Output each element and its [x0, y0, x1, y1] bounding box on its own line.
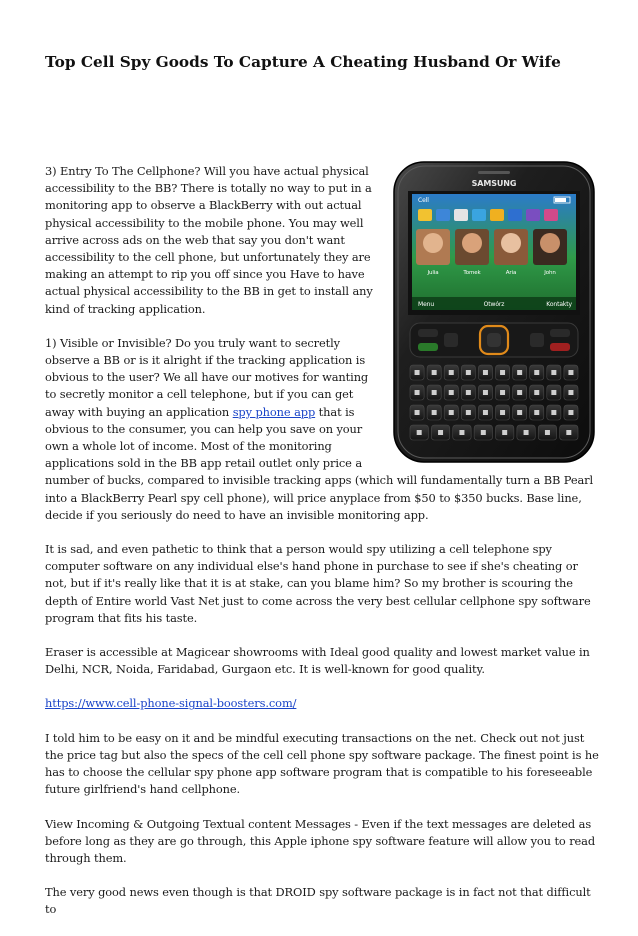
phone-key-glyph [417, 430, 422, 435]
phone-image [388, 159, 600, 466]
paragraph-told-him: I told him to be easy on it and be mindful executing transactions on the net. Check out not just the price tag but also the specs of the cell cell phone spy software package. The finest point is he has to choose the cellular spy phone app software program that is compatible to his foreseeable future girlfriend's hand cellphone. [45, 730, 599, 797]
paragraph-text: 1) Visible or Invisible? Do you truly want to secretly observe a BB or is it alright if the tracking application is obvious to the user? We all have our motives for wanting to secretly monitor a cell telephone, but if you can get away with buying an application [45, 335, 369, 419]
paragraph-access: 3) Entry To The Cellphone? Will you have actual physical accessibility to the BB? There is totally no way to put in a monitoring app to observe a BlackBerry with out actual physical accessibility to the mobile phone. You may well arrive across ads on the web that say you don't want accessibility to the cell phone, but unfortunately they are making an attempt to rip you off since you Have to have actual physical accessibility to the BB in get to install any kind of tracking application. [45, 164, 373, 316]
phone-key-glyph [502, 430, 507, 435]
phone-key-glyph [534, 370, 539, 375]
phone-key-glyph [466, 370, 471, 375]
phone-key-glyph [517, 390, 522, 395]
phone-key-glyph [449, 410, 454, 415]
phone-key-glyph [545, 430, 550, 435]
phone-key-glyph [449, 370, 454, 375]
contact-name: Tomek [463, 270, 481, 276]
phone-key-glyph [415, 390, 420, 395]
phone-key-glyph [483, 390, 488, 395]
phone-key-glyph [568, 370, 573, 375]
phone-key-glyph [449, 390, 454, 395]
article-body [45, 163, 600, 936]
phone-key-glyph [568, 390, 573, 395]
phone-key-glyph [483, 370, 488, 375]
phone-key-glyph [500, 410, 505, 415]
phone-key-glyph [466, 410, 471, 415]
contact-name: Julia [427, 270, 439, 276]
phone-key-glyph [517, 370, 522, 375]
contact-name: John [544, 270, 556, 276]
phone-key-glyph [500, 370, 505, 375]
phone-key-glyph [432, 370, 437, 375]
phone-key-glyph [466, 390, 471, 395]
paragraph-eraser: Eraser is accessible at Magicear showrooms with Ideal good quality and lowest market value in Delhi, NCR, Noida, Faridabad, Gurgaon etc. It is well-known for good quality. [45, 645, 590, 677]
brand-logo: SAMSUNG [471, 179, 517, 188]
phone-key-glyph [517, 410, 522, 415]
phone-key-glyph [459, 430, 464, 435]
paragraph-view-messages: View Incoming & Outgoing Textual content Messages - Even if the text messages are deleted as before long as they are go through, this Apple iphone spy software feature will allow you to read through them. [45, 816, 596, 865]
signal-boosters-link[interactable]: https://www.cell-phone-signal-boosters.com/ [45, 696, 297, 711]
phone-key-glyph [524, 430, 529, 435]
phone-key-glyph [534, 390, 539, 395]
paragraph-text: that is obvious to the consumer, you can help you save on your own a whole lot of income. Most of the monitoring applications sold in the BB app retail outlet only price a number of bucks, compared to invisible tracking apps (which will fundamentally turn a BB Pearl into a BlackBerry Pearl spy cell phone), will price anyplace from $50 to $350 bucks. Base line, decide if you seriously do need to have an invisible monitoring app. [45, 404, 594, 522]
contact-name: Aria [505, 270, 517, 276]
samsung-phone-illustration [388, 159, 600, 466]
phone-key-glyph [534, 410, 539, 415]
page-title: Top Cell Spy Goods To Capture A Cheating Husband Or Wife [45, 53, 561, 71]
phone-key-glyph [415, 370, 420, 375]
soft-key-left-label: Menu [418, 301, 435, 308]
phone-key-glyph [483, 410, 488, 415]
paragraph-url [45, 695, 600, 712]
phone-key-glyph [500, 390, 505, 395]
spy-phone-app-link[interactable]: spy phone app [232, 404, 316, 419]
phone-key-glyph [568, 410, 573, 415]
phone-key-glyph [481, 430, 486, 435]
phone-key-glyph [551, 370, 556, 375]
soft-key-center-label: Otwórz [483, 301, 505, 308]
paragraph-good-news: The very good news even though is that DROID spy software package is in fact not that difficult to [45, 885, 591, 917]
phone-key-glyph [566, 430, 571, 435]
soft-key-right-label: Kontakty [546, 301, 572, 308]
status-label: Cell [418, 197, 429, 204]
phone-key-glyph [551, 390, 556, 395]
phone-key-glyph [432, 410, 437, 415]
phone-key-glyph [415, 410, 420, 415]
phone-key-glyph [438, 430, 443, 435]
phone-key-glyph [551, 410, 556, 415]
paragraph-sad: It is sad, and even pathetic to think that a person would spy utilizing a cell telephone spy computer software on any individual else's hand phone in purchase to see if she's cheating or not, but if it's really like that it is at stake, can you blame him? So my brother is scouring the depth of Entire world Vast Net just to come across the very best cellular cellphone spy software program that fits his taste. [45, 542, 591, 625]
phone-key-glyph [432, 390, 437, 395]
